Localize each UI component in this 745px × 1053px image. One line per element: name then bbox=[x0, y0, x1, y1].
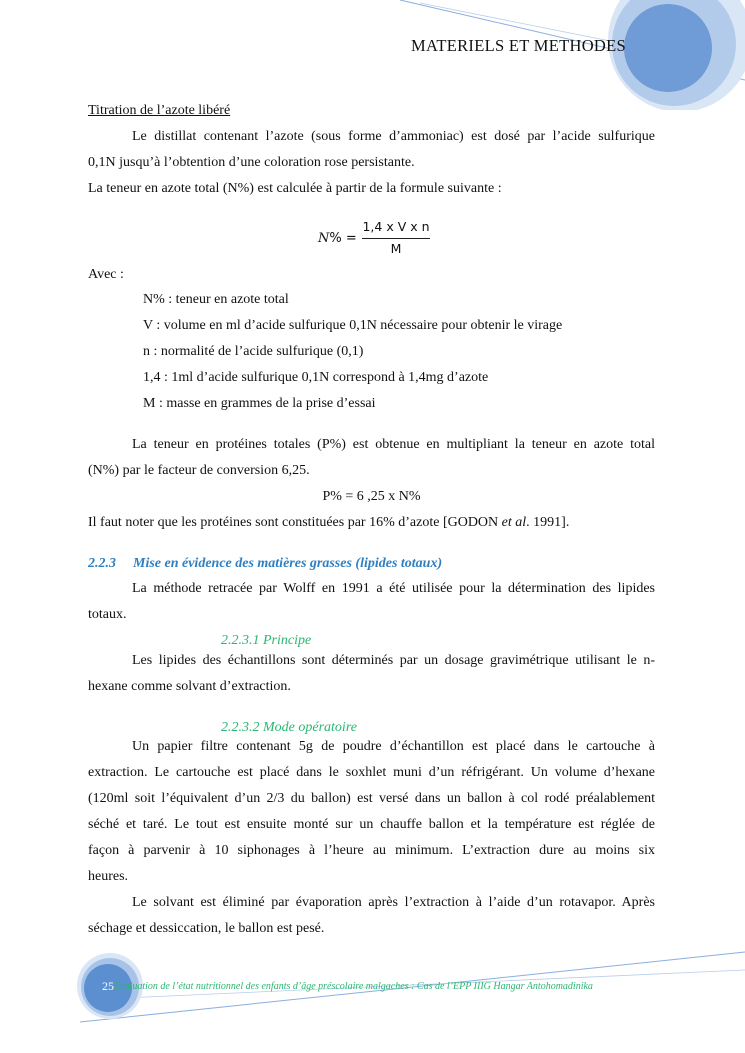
section-heading-titration: Titration de l’azote libéré bbox=[88, 103, 231, 118]
header-decoration bbox=[0, 0, 745, 110]
definition-item: n : normalité de l’acide sulfurique (0,1) bbox=[143, 344, 364, 359]
paragraph-line: 0,1N jusqu’à l’obtention d’une coloration rose persistante. bbox=[88, 155, 415, 170]
paragraph-line: extraction. Le cartouche est placé dans le soxhlet muni d’un réfrigérant. Un volume d’hexane bbox=[88, 765, 655, 780]
note-text-end: . 1991]. bbox=[526, 515, 570, 530]
note-text: Il faut noter que les protéines sont constituées par 16% d’azote [GODON bbox=[88, 515, 502, 530]
avec-label: Avec : bbox=[88, 267, 124, 282]
subsection-heading-principe: 2.2.3.1 Principe bbox=[221, 633, 312, 648]
paragraph-line: Le solvant est éliminé par évaporation après l’extraction à l’aide d’un rotavapor. Après bbox=[132, 895, 655, 910]
paragraph-line: totaux. bbox=[88, 607, 127, 622]
definition-item: N% : teneur en azote total bbox=[143, 292, 289, 307]
formula-denominator: M bbox=[390, 241, 402, 256]
formula-numerator: 1,4 x V x n bbox=[362, 219, 430, 234]
page-number: 25 bbox=[102, 979, 114, 993]
paragraph-line: Un papier filtre contenant 5g de poudre d’échantillon est placé dans le cartouche à bbox=[132, 739, 655, 754]
definition-item: 1,4 : 1ml d’acide sulfurique 0,1N correspond à 1,4mg d’azote bbox=[143, 370, 489, 385]
paragraph-line: séchage et dessiccation, le ballon est pesé. bbox=[88, 921, 325, 936]
citation-note bbox=[88, 513, 655, 533]
footer-caption: Evaluation de l’état nutritionnel des enfants d’âge préscolaire malgaches : Cas de l’EPP IIIG Hangar Antohomadinika bbox=[114, 981, 593, 992]
formula-fraction-bar bbox=[362, 238, 430, 239]
paragraph-line: séché et taré. Le tout est ensuite monté sur un chauffe ballon et la température est réglée de bbox=[88, 817, 655, 832]
protein-formula: P% = 6 ,25 x N% bbox=[322, 489, 421, 504]
paragraph-line: Les lipides des échantillons sont déterminés par un dosage gravimétrique utilisant le n- bbox=[132, 653, 655, 668]
section-heading-223 bbox=[88, 554, 655, 574]
nitrogen-formula bbox=[318, 218, 430, 260]
subsection-heading-mode-operatoire: 2.2.3.2 Mode opératoire bbox=[221, 720, 357, 735]
paragraph-line: La teneur en azote total (N%) est calculée à partir de la formule suivante : bbox=[88, 181, 502, 196]
definition-item: M : masse en grammes de la prise d’essai bbox=[143, 396, 376, 411]
formula-lhs-variable: N bbox=[318, 231, 330, 246]
paragraph-line: (N%) par le facteur de conversion 6,25. bbox=[88, 463, 310, 478]
section-title: Mise en évidence des matières grasses (lipides totaux) bbox=[133, 556, 443, 571]
note-italic: et al bbox=[501, 515, 527, 530]
paragraph-line: heures. bbox=[88, 869, 129, 884]
page-header-title: MATERIELS ET METHODES bbox=[411, 36, 626, 55]
formula-lhs-rest: % = bbox=[329, 231, 357, 246]
paragraph-line: façon à parvenir à 10 siphonages à l’heure au minimum. L’extraction dure au moins six bbox=[88, 843, 655, 858]
paragraph-line: La méthode retracée par Wolff en 1991 a été utilisée pour la détermination des lipides bbox=[132, 581, 655, 596]
formula-lhs bbox=[318, 231, 357, 246]
section-number: 2.2.3 bbox=[88, 556, 116, 571]
header-circle-inner bbox=[624, 4, 712, 92]
paragraph-line: Le distillat contenant l’azote (sous forme d’ammoniac) est dosé par l’acide sulfurique bbox=[132, 129, 655, 144]
paragraph-line: La teneur en protéines totales (P%) est obtenue en multipliant la teneur en azote total bbox=[132, 437, 655, 452]
paragraph-line: (120ml soit l’équivalent d’un 2/3 du ballon) est versé dans un ballon à col rodé préalablement bbox=[88, 791, 655, 806]
definition-item: V : volume en ml d’acide sulfurique 0,1N nécessaire pour obtenir le virage bbox=[143, 318, 563, 333]
paragraph-line: hexane comme solvant d’extraction. bbox=[88, 679, 291, 694]
